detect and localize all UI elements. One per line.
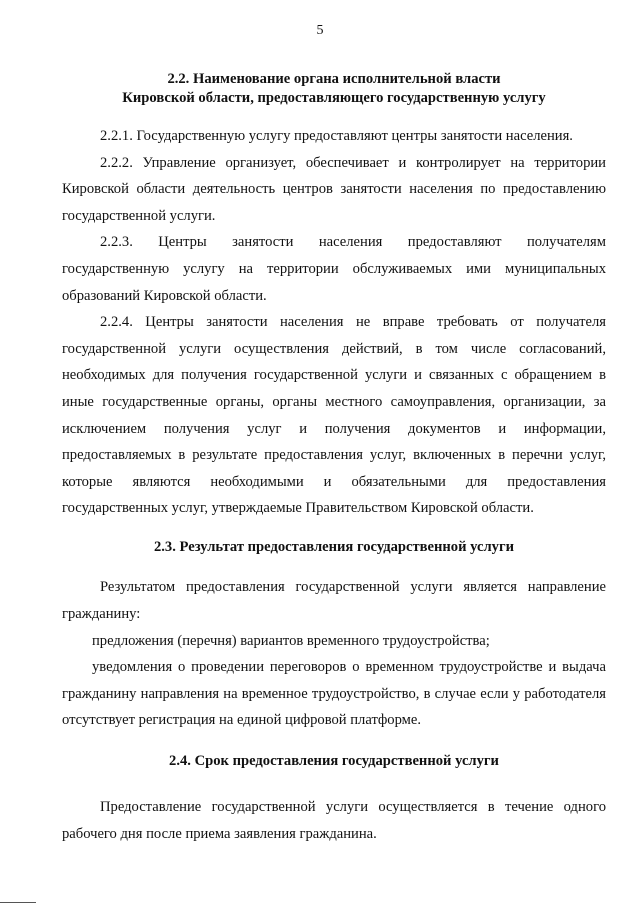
paragraph-2-3-intro: Результатом предоставления государственной услуги является направление гражданину: (62, 579, 606, 622)
paragraph-2-3-item-2: уведомления о проведении переговоров о временном трудоустройстве и выдача гражданину направления на временное трудоустройство, в случае если у работодателя отсутствует регистрация на единой цифровой платформе. (62, 659, 606, 729)
paragraph-2-2-1: 2.2.1. Государственную услугу предоставляют центры занятости населения. (100, 128, 573, 144)
section-2-3-heading: 2.3. Результат предоставления государственной услуги (153, 538, 515, 555)
section-2-2-heading-line1: 2.2. Наименование органа исполнительной власти (167, 71, 501, 87)
paragraph-2-2-3: 2.2.3. Центры занятости населения предоставляют получателям государственную услугу на территории обслуживаемых ими муниципальных образований Кировской области. (62, 234, 606, 304)
section-2-4-heading: 2.4. Срок предоставления государственной услуги (169, 752, 499, 769)
document-body (62, 70, 606, 848)
footer-line (0, 902, 36, 903)
paragraph-2-2-4: 2.2.4. Центры занятости населения не вправе требовать от получателя государственной услуги осуществления действий, в том числе согласований, необходимых для получения государственной услуги и связанных с обращением в иные государственные органы, органы местного самоуправления, организации, за исключением получения услуг и получения документов и информации, предоставляемых в результате предоставления услуг, включенных в перечни услуг, которые являются необходимыми и обязательными для предоставления государственных услуг, утверждаемые Правительством Кировской области. (62, 314, 606, 517)
section-2-2-heading-line2: Кировской области, предоставляющего государственную услугу (122, 89, 546, 106)
paragraph-2-3-item-1: предложения (перечня) вариантов временного трудоустройства; (92, 632, 490, 649)
section-2-2-heading (62, 70, 606, 107)
paragraph-2-2-2: 2.2.2. Управление организует, обеспечивает и контролирует на территории Кировской области деятельность центров занятости населения по предоставлению государственной услуги. (62, 154, 606, 224)
page-number: 5 (316, 23, 324, 38)
paragraph-2-4: Предоставление государственной услуги осуществляется в течение одного рабочего дня после приема заявления гражданина. (62, 799, 606, 843)
